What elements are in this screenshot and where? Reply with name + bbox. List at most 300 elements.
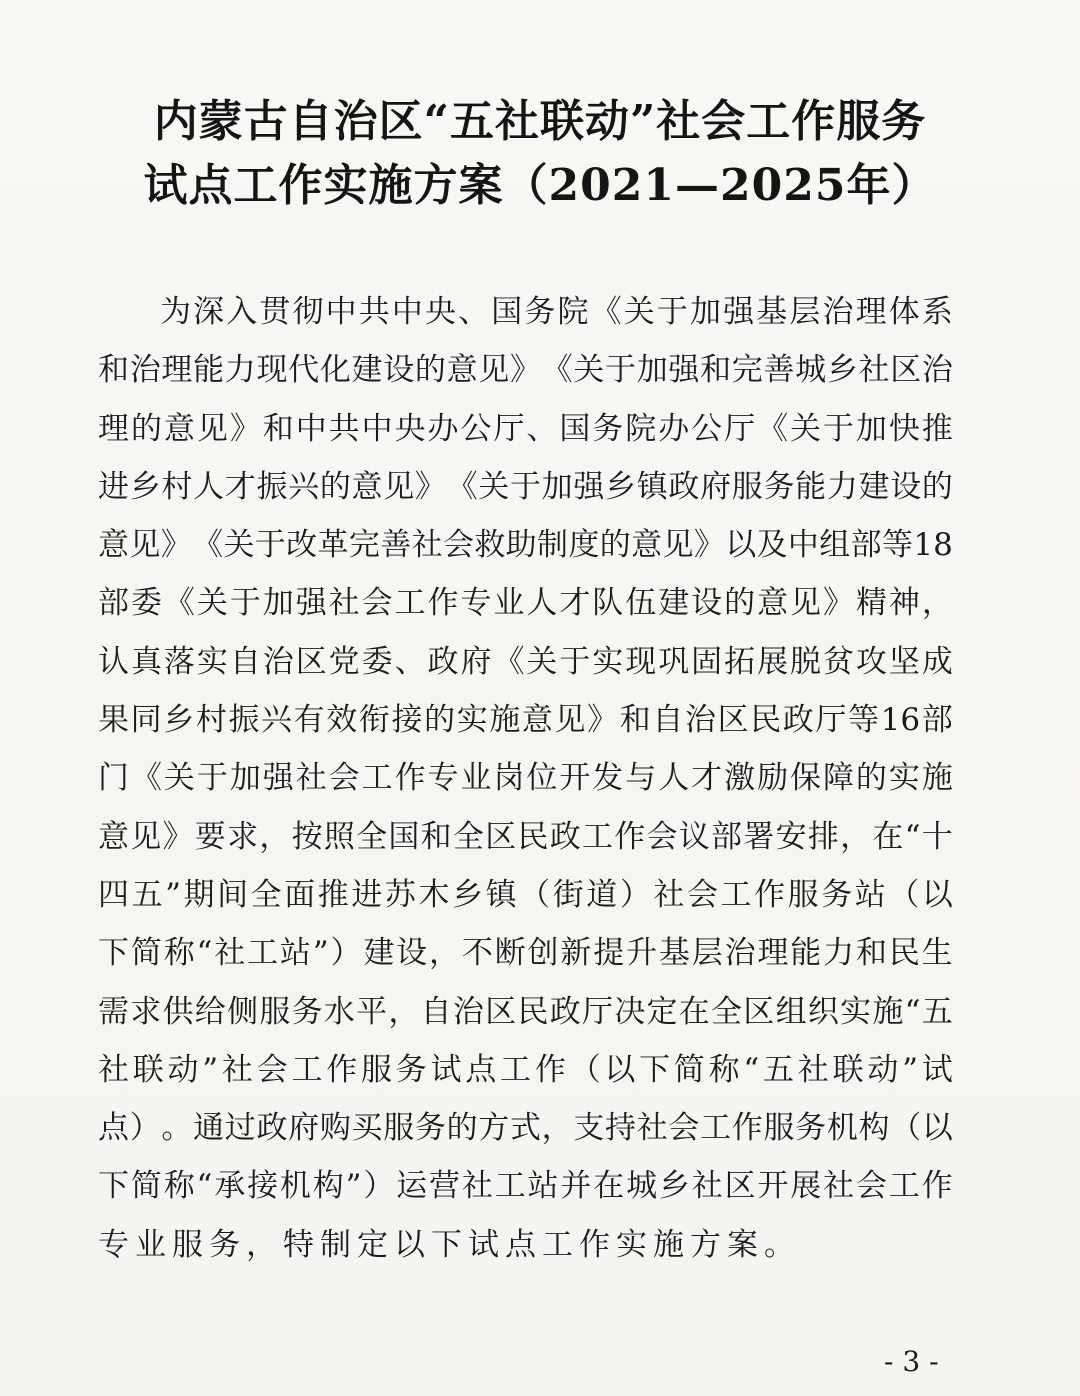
document-text-glyph: 民: [517, 818, 549, 855]
document-text-glyph: 加: [541, 468, 573, 505]
document-text-glyph: 府: [700, 468, 732, 505]
document-text-glyph: 》: [229, 410, 261, 447]
document-text-glyph: ”: [345, 1168, 362, 1205]
document-text-glyph: 的: [921, 468, 953, 505]
document-text-glyph: 公: [691, 410, 723, 447]
document-text-glyph: 称: [708, 1051, 740, 1088]
document-text-glyph: 社: [823, 1168, 855, 1205]
document-text-glyph: 政: [256, 1110, 288, 1147]
document-text-glyph: 作: [754, 876, 786, 913]
document-text-glyph: 国: [491, 294, 523, 330]
document-text-glyph: 定: [357, 1226, 394, 1263]
document-text-glyph: 完: [348, 527, 380, 564]
document-text-glyph: 工: [361, 760, 393, 797]
document-text-glyph: 部: [850, 527, 882, 564]
document-text-glyph: 制: [537, 527, 569, 564]
document-text-glyph: 进: [98, 468, 129, 505]
document-text-glyph: 的: [599, 527, 631, 564]
document-text-glyph: 障: [822, 760, 854, 797]
document-text-glyph: 制: [320, 1226, 357, 1263]
document-text-glyph: 面: [284, 876, 316, 913]
document-text-glyph: （: [569, 1051, 601, 1088]
document-text-glyph: 专: [460, 585, 492, 622]
document-text-glyph: “: [904, 993, 921, 1030]
document-text-glyph: 效: [326, 702, 358, 739]
document-text-glyph: （: [888, 876, 920, 913]
document-text-glyph: 理: [161, 352, 193, 389]
document-body: [98, 283, 953, 1274]
document-text-glyph: 实: [592, 643, 624, 680]
document-text-glyph: 乡: [452, 876, 484, 913]
document-text-glyph: 》: [587, 702, 619, 739]
document-text-glyph: 通: [193, 1110, 225, 1147]
document-text-glyph: ，: [429, 935, 460, 972]
document-text-glyph: 加: [262, 585, 294, 622]
document-text-glyph: 期: [183, 876, 215, 913]
document-text-glyph: 《: [163, 585, 195, 622]
document-text-glyph: 兴: [261, 702, 293, 739]
document-text-line: [98, 341, 953, 399]
document-text-glyph: 营: [429, 1168, 460, 1205]
page-number: - 3 -: [884, 1345, 939, 1378]
document-text-glyph: 关: [790, 410, 822, 447]
document-text-glyph: 意: [521, 702, 553, 739]
document-text-glyph: 四: [98, 876, 129, 913]
document-text-glyph: 施: [921, 760, 953, 797]
document-text-glyph: 加: [855, 410, 887, 447]
document-title-line-2: 试点工作实施方案（2021—2025年）: [143, 160, 937, 211]
document-text-glyph: 务: [395, 1051, 427, 1088]
document-text-glyph: 理: [855, 294, 887, 330]
document-text-glyph: 联: [132, 1051, 164, 1088]
document-text-glyph: 全: [711, 993, 743, 1030]
document-text-glyph: 院: [625, 410, 657, 447]
document-text-glyph: 能: [193, 352, 225, 389]
document-text-glyph: 平: [356, 993, 388, 1030]
document-text-glyph: ”: [312, 935, 329, 972]
document-text-glyph: 意: [98, 818, 129, 855]
document-text-glyph: “: [196, 1168, 213, 1205]
document-text-glyph: 按: [291, 818, 323, 855]
document-text-glyph: 和: [700, 352, 732, 389]
document-text-glyph: 见: [554, 702, 586, 739]
document-text-glyph: 才: [559, 585, 591, 622]
document-text-line: [98, 458, 953, 516]
document-text-glyph: 果: [98, 702, 129, 739]
document-text-glyph: 于: [229, 585, 261, 622]
document-text-glyph: 《: [493, 643, 525, 680]
document-text-glyph: 全: [356, 818, 388, 855]
document-text-glyph: 称: [163, 935, 195, 972]
document-text-glyph: 作: [921, 1168, 953, 1205]
document-text-glyph: 民: [750, 702, 782, 739]
document-text-glyph: ，: [921, 585, 953, 622]
document-text-glyph: 试: [468, 1226, 505, 1263]
document-text-glyph: 的: [414, 352, 446, 389]
document-text-glyph: 成: [921, 643, 953, 680]
document-text-glyph: 关: [196, 585, 228, 622]
document-text-glyph: 设: [890, 468, 922, 505]
document-text-glyph: 位: [526, 760, 558, 797]
document-text-glyph: ”: [165, 876, 181, 913]
document-text-line: [98, 924, 953, 982]
document-text-glyph: 现: [256, 352, 288, 389]
document-text-glyph: 实: [456, 702, 488, 739]
document-text-glyph: 认: [98, 643, 129, 680]
document-text-glyph: 接: [247, 1168, 279, 1205]
document-text-glyph: 以: [921, 1110, 953, 1147]
document-text-glyph: 会: [686, 876, 718, 913]
document-text-glyph: 关: [223, 527, 255, 564]
document-text-glyph: 专: [98, 1226, 135, 1263]
document-text-glyph: 建: [658, 585, 690, 622]
document-text-glyph: 社: [214, 935, 246, 972]
document-text-glyph: 府: [460, 643, 492, 680]
document-text-glyph: 服: [383, 1110, 415, 1147]
document-text-glyph: 队: [592, 585, 624, 622]
document-text-glyph: 点: [465, 1051, 497, 1088]
document-text-glyph: 作: [614, 818, 646, 855]
document-text-line: [98, 866, 953, 924]
document-text-line: [98, 283, 953, 341]
document-text-glyph: 展: [790, 1168, 822, 1205]
document-text-glyph: 建: [858, 468, 890, 505]
document-text-glyph: 称: [163, 1168, 195, 1205]
document-text-glyph: 十: [921, 818, 953, 855]
document-text-glyph: 自: [652, 702, 684, 739]
document-text-glyph: ，: [840, 818, 872, 855]
document-text-glyph: 区: [485, 818, 517, 855]
document-text-glyph: 五: [763, 1051, 795, 1088]
document-text-glyph: （: [519, 876, 551, 913]
document-text-glyph: 见: [196, 410, 228, 447]
document-text-glyph: 关: [573, 352, 605, 389]
document-text-glyph: 委: [130, 585, 162, 622]
document-text-glyph: 简: [673, 1051, 705, 1088]
document-text-glyph: “: [904, 818, 921, 855]
document-text-glyph: 16: [880, 702, 921, 739]
document-text-glyph: 安: [775, 818, 807, 855]
document-text-glyph: 意: [446, 352, 478, 389]
document-text-glyph: 开: [757, 1168, 789, 1205]
document-text-glyph: 和: [98, 352, 129, 389]
document-text-glyph: 服: [259, 993, 291, 1030]
document-text-glyph: 《: [130, 760, 162, 797]
document-text-glyph: 国: [388, 818, 420, 855]
document-text-glyph: 升: [626, 935, 658, 972]
document-text-glyph: 兴: [288, 468, 320, 505]
document-text-glyph: 办: [427, 410, 459, 447]
document-text-glyph: 部: [711, 818, 743, 855]
document-text-glyph: 于: [605, 352, 636, 389]
document-text-glyph: 》: [822, 585, 854, 622]
document-text-glyph: 供: [162, 993, 194, 1030]
document-text-glyph: 承: [214, 1168, 246, 1205]
document-text-glyph: 机: [279, 1168, 311, 1205]
document-text-glyph: 案: [727, 1226, 764, 1263]
document-text-glyph: 及: [756, 527, 788, 564]
document-text-line: [98, 808, 953, 866]
document-text-glyph: 自: [420, 993, 452, 1030]
document-text-glyph: 落: [163, 643, 195, 680]
document-text-glyph: 五: [921, 993, 953, 1030]
document-text-glyph: 公: [460, 410, 492, 447]
document-text-glyph: “: [196, 935, 213, 972]
document-text-glyph: 展: [757, 643, 789, 680]
document-text-glyph: 新: [560, 935, 592, 972]
document-text-glyph: 精: [855, 585, 887, 622]
document-text-glyph: 方: [478, 1110, 510, 1147]
document-text-glyph: 求: [227, 818, 259, 855]
document-text-glyph: 构: [858, 1110, 890, 1147]
document-text-glyph: 脱: [790, 643, 822, 680]
document-text-glyph: 《: [590, 294, 622, 330]
document-text-line: [98, 691, 953, 749]
document-text-glyph: 、: [458, 294, 490, 330]
document-text-line: [98, 574, 953, 632]
document-text-glyph: 善: [763, 352, 795, 389]
document-text-glyph: 工: [394, 585, 426, 622]
document-text-glyph: 五: [131, 876, 163, 913]
document-text-glyph: 治: [452, 993, 484, 1030]
document-text-glyph: 点: [98, 1110, 129, 1147]
document-text-glyph: 需: [98, 993, 129, 1030]
document-text-glyph: 与: [625, 760, 657, 797]
document-text-glyph: 伍: [625, 585, 657, 622]
document-text-glyph: 于: [196, 760, 228, 797]
document-text-glyph: 革: [317, 527, 349, 564]
document-text-glyph: 方: [690, 1226, 727, 1263]
document-text-glyph: 会: [855, 1168, 887, 1205]
document-text-glyph: 过: [224, 1110, 256, 1147]
document-text-glyph: 务: [414, 1110, 446, 1147]
document-text-glyph: 务: [763, 468, 795, 505]
document-text-glyph: 入: [226, 294, 258, 330]
document-text-glyph: 务: [795, 1110, 827, 1147]
document-text-glyph: ”: [902, 1051, 918, 1088]
document-text-glyph: 强: [573, 468, 605, 505]
document-text-glyph: 区: [724, 1168, 756, 1205]
document-text-glyph: 强: [295, 585, 327, 622]
document-text-glyph: 理: [98, 410, 129, 447]
document-text-glyph: 作: [427, 585, 459, 622]
document-text-glyph: 政: [782, 702, 814, 739]
document-text-glyph: 苏: [384, 876, 416, 913]
document-text-glyph: 社: [328, 585, 360, 622]
document-text-line: [98, 516, 953, 574]
document-text-glyph: 、: [526, 410, 558, 447]
document-text-glyph: 民: [888, 935, 920, 972]
document-text-glyph: 厅: [724, 410, 756, 447]
document-text-glyph: 中: [295, 410, 327, 447]
document-text-glyph: 会: [442, 527, 474, 564]
document-text-glyph: 给: [194, 993, 226, 1030]
document-text-glyph: 专: [427, 760, 459, 797]
document-text-glyph: 侧: [227, 993, 259, 1030]
document-text-glyph: 。: [161, 1110, 193, 1147]
document-text-glyph: 党: [328, 643, 360, 680]
document-text-glyph: 乡: [129, 468, 161, 505]
document-text-glyph: 设: [383, 352, 415, 389]
document-text-glyph: 治: [921, 352, 953, 389]
document-text-glyph: 社: [797, 1051, 829, 1088]
document-text-glyph: 照: [323, 818, 355, 855]
document-text-glyph: 的: [446, 1110, 478, 1147]
document-text-glyph: 18: [913, 527, 953, 564]
document-text-glyph: 厅: [493, 410, 525, 447]
document-text-glyph: 治: [129, 352, 161, 389]
document-text-glyph: 务: [821, 876, 853, 913]
document-text-glyph: 力: [224, 352, 256, 389]
document-text-glyph: 政: [549, 818, 581, 855]
document-text-glyph: 理: [757, 935, 789, 972]
document-text-glyph: 支: [573, 1110, 605, 1147]
document-text-glyph: 中: [787, 527, 819, 564]
document-text-glyph: 深: [193, 294, 225, 330]
document-text-glyph: 央: [425, 294, 456, 330]
document-text-glyph: 署: [743, 818, 775, 855]
document-text-glyph: 坚: [888, 643, 920, 680]
document-text-glyph: 城: [626, 1168, 658, 1205]
document-text-glyph: 《: [446, 468, 478, 505]
document-text-glyph: 和: [262, 410, 294, 447]
document-text-glyph: 工: [888, 1168, 920, 1205]
document-text-glyph: 强: [723, 294, 755, 330]
document-text-glyph: 于: [559, 643, 591, 680]
document-text-glyph: 木: [418, 876, 450, 913]
document-text-glyph: 等: [881, 527, 913, 564]
document-text-glyph: 间: [217, 876, 249, 913]
document-text-glyph: 民: [517, 993, 549, 1030]
document-text-glyph: ，: [388, 993, 420, 1030]
document-text-glyph: 有: [293, 702, 325, 739]
document-text-glyph: 式: [509, 1110, 541, 1147]
document-text-glyph: 贫: [822, 643, 854, 680]
document-text-glyph: 建: [351, 352, 383, 389]
document-text-glyph: 业: [460, 760, 492, 797]
document-text-glyph: 于: [509, 468, 541, 505]
document-text-glyph: 见: [478, 352, 510, 389]
document-text-glyph: 务: [524, 294, 556, 330]
document-text-glyph: 拓: [724, 643, 756, 680]
document-text-glyph: 实: [888, 760, 920, 797]
document-text-glyph: 神: [888, 585, 920, 622]
document-text-glyph: 人: [193, 468, 225, 505]
document-text-glyph: 在: [872, 818, 904, 855]
document-text-glyph: 乡: [163, 702, 195, 739]
document-text-glyph: 作: [326, 1051, 358, 1088]
document-text-glyph: 体: [888, 294, 920, 330]
document-text-glyph: 服: [172, 1226, 209, 1263]
document-text-glyph: 层: [691, 935, 723, 972]
document-text-glyph: 的: [724, 585, 756, 622]
document-text-glyph: 社: [295, 760, 327, 797]
document-text-glyph: 以: [604, 1051, 636, 1088]
document-text-glyph: 于: [656, 294, 688, 330]
document-text-glyph: 和: [619, 702, 651, 739]
document-text-glyph: 特: [283, 1226, 320, 1263]
document-text-glyph: 推: [317, 876, 349, 913]
document-text-glyph: 区: [485, 993, 517, 1030]
document-text-glyph: 断: [494, 935, 526, 972]
document-text-glyph: 治: [724, 935, 756, 972]
document-text-glyph: ）: [330, 935, 362, 972]
document-text-line: [98, 1041, 953, 1099]
document-text-glyph: 服: [360, 1051, 392, 1088]
document-text-glyph: 服: [787, 876, 819, 913]
document-text-glyph: 工: [720, 876, 752, 913]
document-text-glyph: 城: [795, 352, 827, 389]
document-text-glyph: 工: [494, 1168, 526, 1205]
document-text-glyph: 衔: [358, 702, 390, 739]
document-text-glyph: 攻: [855, 643, 887, 680]
document-text-glyph: 《: [541, 352, 573, 389]
document-text-glyph: 意: [631, 527, 663, 564]
document-text-glyph: 下: [639, 1051, 671, 1088]
document-title-line-1: 内蒙古自治区“五社联动”社会工作服务: [153, 96, 927, 147]
document-text-glyph: 关: [623, 294, 655, 330]
document-text-glyph: 组: [775, 993, 807, 1030]
document-text-line: [98, 1157, 953, 1215]
document-text-glyph: 加: [636, 352, 668, 389]
document-text-glyph: 代: [288, 352, 320, 389]
document-text-glyph: 快: [888, 410, 920, 447]
document-text-glyph: ）: [619, 876, 651, 913]
document-text-glyph: 乡: [605, 468, 636, 505]
document-text-glyph: 人: [658, 760, 690, 797]
document-text-glyph: 以: [394, 1226, 431, 1263]
document-text-glyph: 简: [130, 935, 162, 972]
document-text-glyph: 设: [396, 935, 428, 972]
document-text-glyph: 村: [161, 468, 193, 505]
document-text-glyph: 部: [98, 585, 129, 622]
document-text-glyph: 站: [527, 1168, 559, 1205]
document-text-glyph: 度: [568, 527, 600, 564]
document-text-glyph: 站: [279, 935, 311, 972]
document-text-glyph: 镇: [636, 468, 668, 505]
document-text-line: [98, 400, 953, 458]
document-text-glyph: 会: [328, 760, 360, 797]
document-text-glyph: 改: [286, 527, 318, 564]
document-text-glyph: 定: [646, 993, 678, 1030]
document-text-glyph: 办: [658, 410, 690, 447]
document-text-glyph: 共: [328, 410, 360, 447]
document-text-glyph: 工: [581, 818, 613, 855]
document-text-glyph: 发: [592, 760, 624, 797]
document-text-glyph: 织: [807, 993, 839, 1030]
document-text-glyph: 见: [662, 527, 694, 564]
document-text-glyph: 服: [731, 468, 763, 505]
document-text-glyph: 意: [757, 585, 789, 622]
document-text-glyph: 以: [725, 527, 757, 564]
document-text-glyph: 》: [414, 468, 446, 505]
document-text-glyph: 社: [221, 1051, 253, 1088]
document-text-glyph: 自: [229, 643, 261, 680]
document-text-glyph: 动: [167, 1051, 199, 1088]
document-text-glyph: 见: [383, 468, 415, 505]
document-text-glyph: 强: [668, 352, 700, 389]
document-text-glyph: 能: [795, 468, 827, 505]
document-text-glyph: 巩: [658, 643, 690, 680]
document-text-glyph: 全: [452, 818, 484, 855]
document-text-glyph: 作: [731, 1110, 763, 1147]
document-text-glyph: 以: [921, 876, 953, 913]
document-text-glyph: 激: [724, 760, 756, 797]
document-text-line: [98, 1216, 953, 1274]
document-text-glyph: 会: [668, 1110, 700, 1147]
document-text-glyph: ，: [246, 1226, 283, 1263]
document-text-glyph: 会: [256, 1051, 288, 1088]
